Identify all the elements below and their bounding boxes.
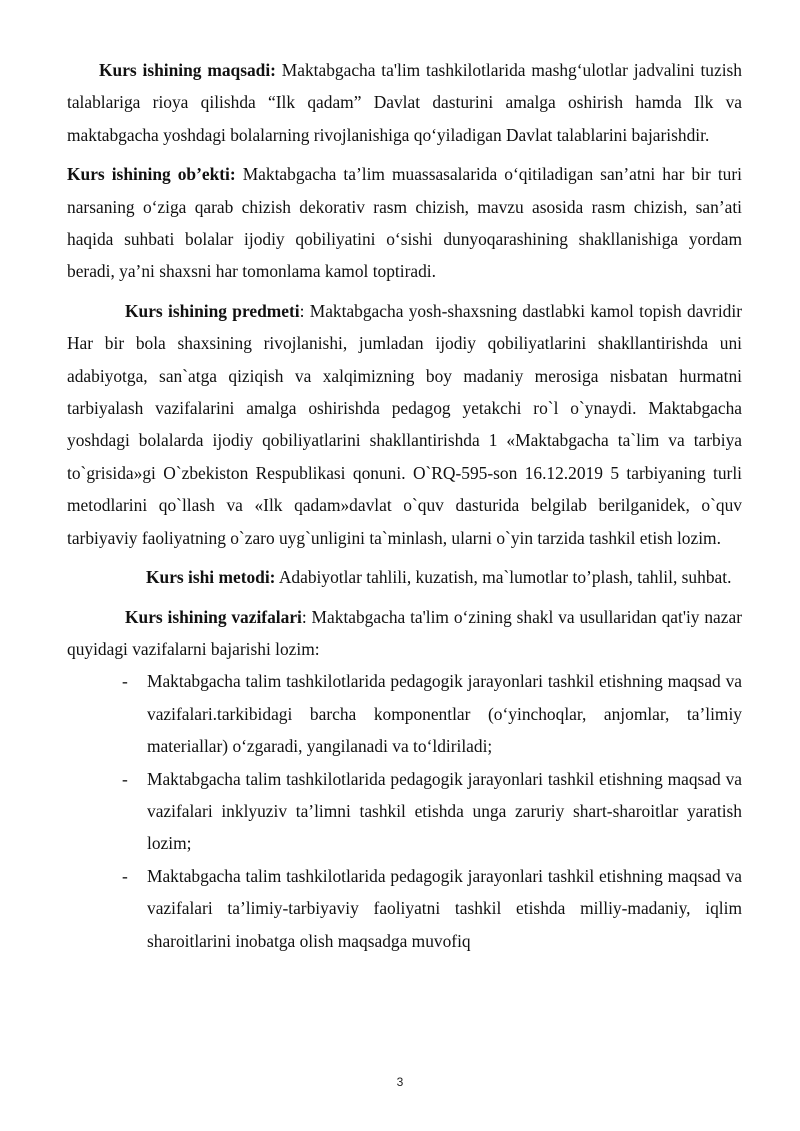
paragraph-metod <box>67 561 742 593</box>
predmet-text: : Maktabgacha yosh-shaxsning dastlabki kamol topish davridir Har bir bola shaxsining rivojlanishi, jumladan ijodiy qobiliyatlarini shakllantirishda uni adabiyotga, san`atga qiziqish va xalqimizning boy madaniy merosiga nisbatan hurmatni tarbiyalash vazifalarini amalga oshirishda pedagog yetakchi ro`l o`ynaydi. Maktabgacha yoshdagi bolalarda ijodiy qobiliyatlarini shakllantirishda 1 «Maktabgacha ta`lim va tarbiya to`grisida»gi O`zbekiston Respublikasi qonuni. O`RQ-595-son 16.12.2019 5 tarbiyaning turli metodlarini qo`llash va «Ilk qadam»davlat o`quv dasturida belgilab berilganidek, o`quv tarbiyaviy faoliyatning o`zaro uyg`unligini ta`minlash, ularni o`yin tarzida tashkil etish lozim. <box>67 300 742 548</box>
maqsad-label: Kurs ishining maqsadi: <box>99 60 276 80</box>
list-item-text: Maktabgacha talim tashkilotlarida pedagogik jarayonlari tashkil etishning maqsad va vazifalari inklyuziv ta’limni tashkil etishda unga zaruriy shart-sharoitlar yaratish lozim; <box>147 768 742 854</box>
document-page <box>67 54 742 957</box>
paragraph-vazifalar <box>67 601 742 666</box>
list-item-text: Maktabgacha talim tashkilotlarida pedagogik jarayonlari tashkil etishning maqsad va vazifalari.tarkibidagi barcha komponentlar (o‘yinchoqlar, anjomlar, ta’limiy materiallar) o‘zgaradi, yangilanadi va to‘ldiriladi; <box>147 671 742 757</box>
list-item <box>67 860 742 957</box>
obekt-text: Maktabgacha ta’lim muassasalarida o‘qitiladigan san’atni har bir turi narsaning o‘ziga qarab chizish dekorativ rasm chizish, mavzu asosida rasm chizish, san’ati haqida suhbati bolalar ijodiy qobiliyatini o‘sishi dunyoqarashining shakllanishiga yordam beradi, ya’ni shaxsni har tomonlama kamol toptiradi. <box>67 164 742 282</box>
obekt-label: Kurs ishining ob’ekti: <box>67 164 236 185</box>
paragraph-predmet <box>67 295 742 554</box>
list-marker: - <box>122 768 128 789</box>
tasks-list <box>67 665 742 957</box>
list-marker: - <box>122 671 128 692</box>
maqsad-text: Maktabgacha ta'lim tashkilotlarida mashg‘ulotlar jadvalini tuzish talablariga rioya qilishda “Ilk qadam” Davlat dasturini amalga oshirish hamda Ilk va maktabgacha yoshdagi bolalarning rivojlanishiga qo‘yiladigan Davlat talablarini bajarishdir. <box>67 60 742 145</box>
predmet-label: Kurs ishining predmeti <box>125 300 300 321</box>
metod-label: Kurs ishi metodi: <box>146 567 276 588</box>
list-marker: - <box>122 865 128 886</box>
list-item-text: Maktabgacha talim tashkilotlarida pedagogik jarayonlari tashkil etishning maqsad va vazifalari ta’limiy-tarbiyaviy faoliyatni tashkil etishda milliy-madaniy, iqlim sharoitlarini inobatga olish maqsadga muvofiq <box>147 865 742 951</box>
vazifalar-label: Kurs ishining vazifalari <box>125 606 302 627</box>
paragraph-maqsad <box>67 54 742 151</box>
list-item <box>67 665 742 762</box>
list-item <box>67 763 742 860</box>
page-number: 3 <box>396 1075 404 1089</box>
paragraph-obekt <box>67 158 742 288</box>
vazifalar-text: : Maktabgacha ta'lim o‘zining shakl va usullaridan qat'iy nazar quyidagi vazifalarni bajarishi lozim: <box>67 606 742 659</box>
metod-text: Adabiyotlar tahlili, kuzatish, ma`lumotlar to’plash, tahlil, suhbat. <box>275 567 732 588</box>
